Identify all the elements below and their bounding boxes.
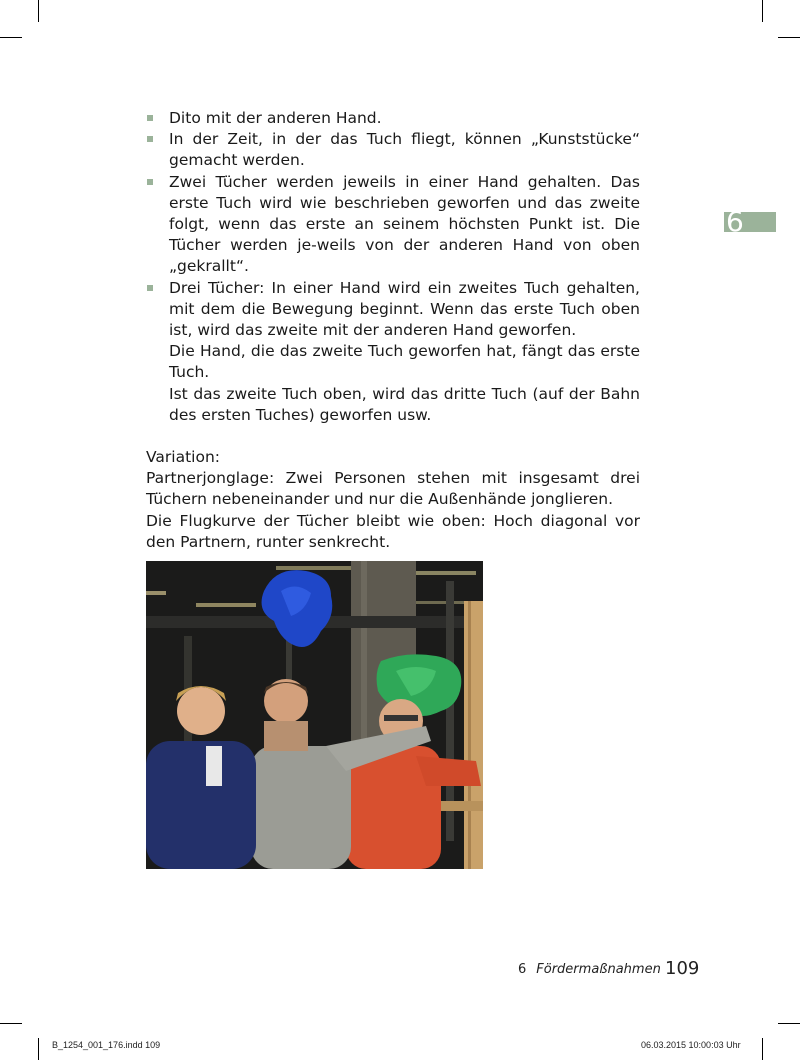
- running-footer: [518, 962, 661, 977]
- juggling-photo: [146, 561, 483, 869]
- footer-chapter-number: 6: [518, 962, 527, 977]
- footer-chapter-title: Fördermaßnahmen: [536, 962, 661, 977]
- list-item: [146, 108, 640, 129]
- bullet-square-icon: [147, 136, 153, 142]
- crop-mark: [762, 1038, 763, 1060]
- crop-mark: [762, 0, 763, 22]
- slug-datetime: 06.03.2015 10:00:03 Uhr: [641, 1040, 741, 1050]
- bullet-square-icon: [147, 179, 153, 185]
- page-number: 109: [665, 958, 700, 979]
- bullet-text: Drei Tücher: In einer Hand wird ein zweites Tuch gehalten, mit dem die Bewegung beginnt. Wenn das erste Tuch oben ist, wird das zweite mit der anderen Hand geworfen.: [169, 278, 640, 340]
- variation-text: Die Flugkurve der Tücher bleibt wie oben: Hoch diagonal vor den Partnern, runter senkrecht.: [146, 511, 640, 551]
- bullet-square-icon: [147, 285, 153, 291]
- crop-mark: [778, 37, 800, 38]
- crop-mark: [778, 1023, 800, 1024]
- bullet-text: Dito mit der anderen Hand.: [169, 109, 382, 127]
- bullet-list: [146, 108, 640, 426]
- list-item: [146, 278, 640, 426]
- crop-mark: [0, 37, 22, 38]
- crop-mark: [38, 1038, 39, 1060]
- list-item: [146, 172, 640, 278]
- chapter-tab-number: 6: [726, 205, 744, 238]
- body-text: [146, 108, 640, 553]
- crop-mark: [38, 0, 39, 22]
- bullet-text: In der Zeit, in der das Tuch fliegt, können „Kunststücke“ gemacht werden.: [169, 130, 640, 170]
- bullet-text: Die Hand, die das zweite Tuch geworfen hat, fängt das erste Tuch.: [169, 342, 640, 382]
- variation-text: Partnerjonglage: Zwei Personen stehen mit insgesamt drei Tüchern nebeneinander und nur die Außenhände jonglieren.: [146, 469, 640, 509]
- list-item: [146, 129, 640, 171]
- slug-file-info: B_1254_001_176.indd 109: [52, 1040, 161, 1050]
- variation-heading: Variation:: [146, 448, 220, 467]
- crop-mark: [0, 1023, 22, 1024]
- bullet-text: Zwei Tücher werden jeweils in einer Hand gehalten. Das erste Tuch wird wie beschrieben geworfen und das zweite folgt, wenn das erste an seinem höchsten Punkt ist. Die Tücher werden je-weils von der anderen Hand von oben „gekrallt“.: [169, 172, 640, 276]
- bullet-text: Ist das zweite Tuch oben, wird das dritte Tuch (auf der Bahn des ersten Tuches) geworfen usw.: [169, 384, 640, 424]
- bullet-square-icon: [147, 115, 153, 121]
- chapter-tab: [724, 205, 776, 238]
